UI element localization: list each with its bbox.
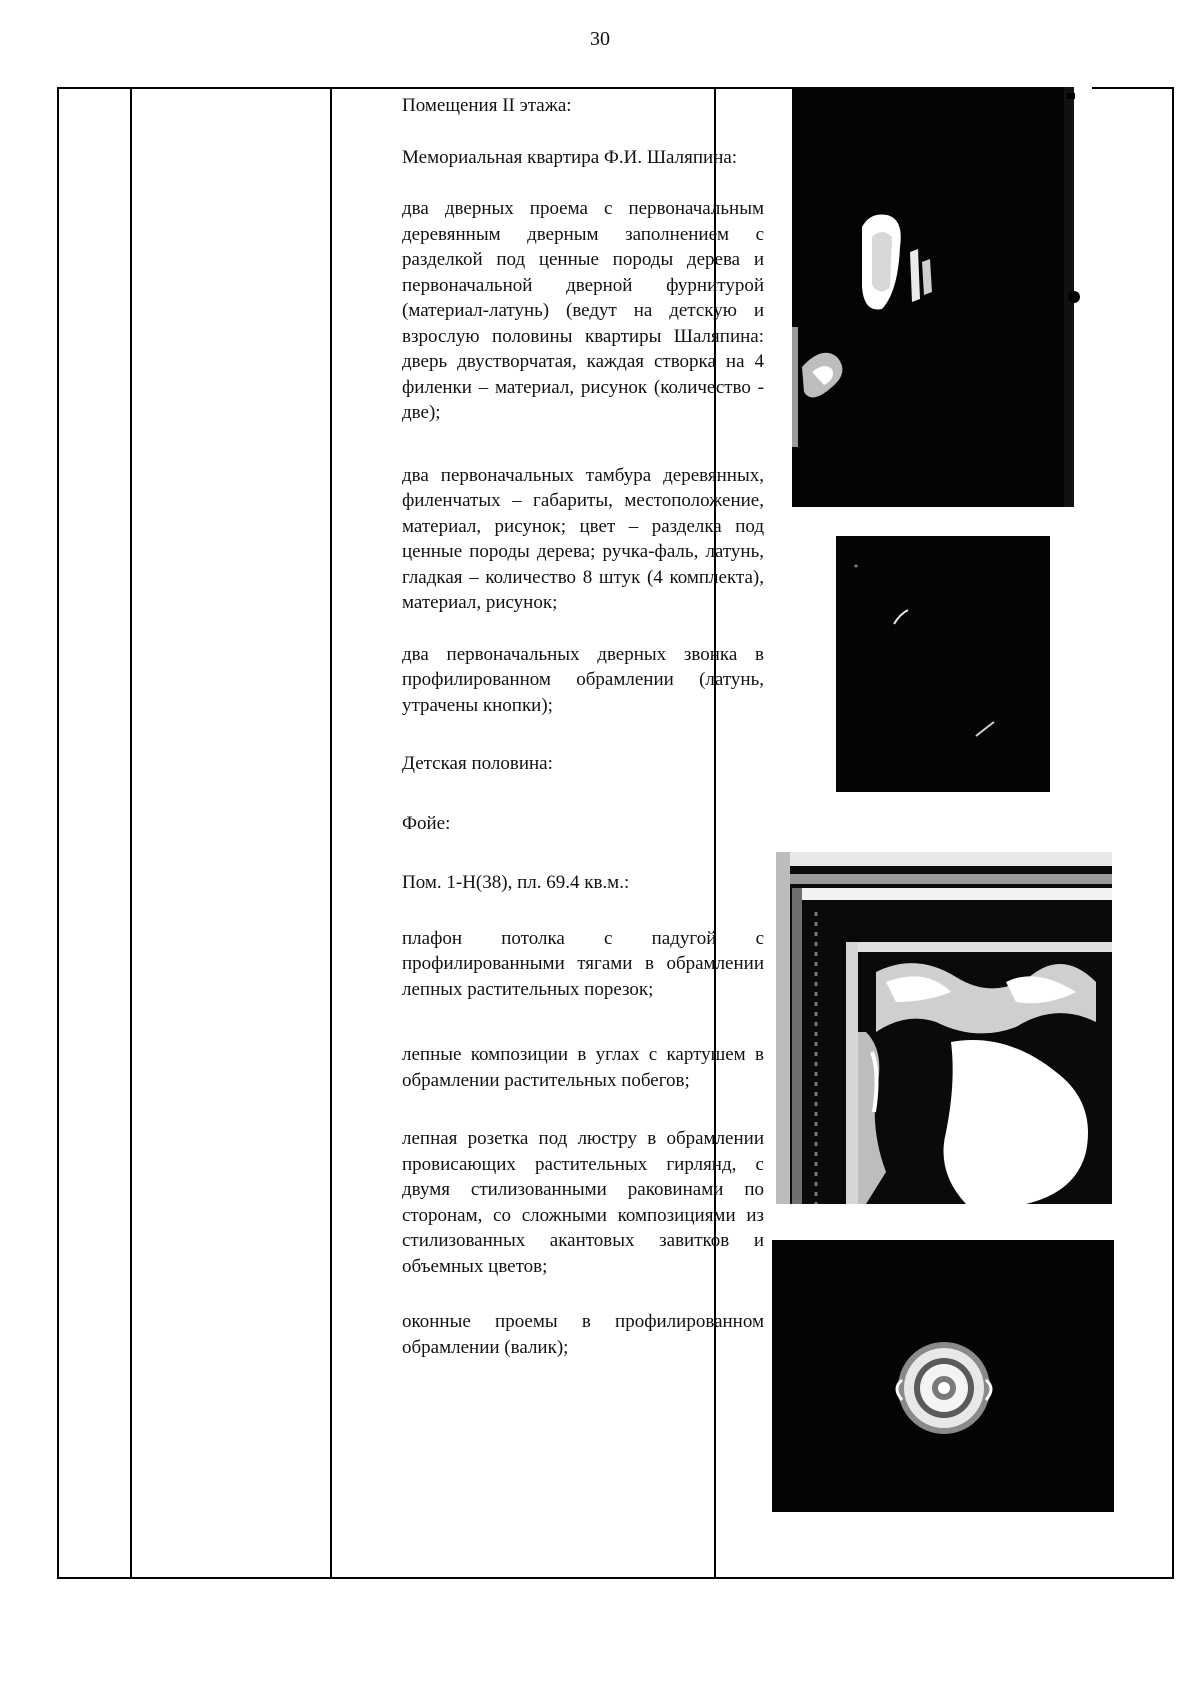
description-column xyxy=(402,93,764,1386)
paragraph-corner-compositions: лепные композиции в углах с картушем в обрамлении растительных побегов; xyxy=(402,1044,764,1091)
paragraph-doorbells: два первоначальных дверных звонка в профилированном обрамлении (латунь, утрачены кнопки); xyxy=(402,643,764,716)
paragraph-window-openings: оконные проемы в профилированном обрамлении (валик); xyxy=(402,1311,764,1358)
paragraph-memorial-apartment: Мемориальная квартира Ф.И. Шаляпина: xyxy=(402,146,738,168)
paragraph-floor-heading: Помещения II этажа: xyxy=(402,95,572,116)
photo-corner-stucco xyxy=(776,852,1112,1204)
paragraph-room-area: Пом. 1-Н(38), пл. 69.4 кв.м.: xyxy=(402,872,630,893)
paragraph-foyer: Фойе: xyxy=(402,812,451,834)
paragraph-door-openings: два дверных проема с первоначальным деревянным дверным заполнением с разделкой под ценные породы дерева и первоначальной дверной фурнитурой (материал-латунь) (ведут на детскую и взрослую половины квартиры Шаляпина: дверь двустворчатая, каждая створка на 4 филенки – материал, рисунок (количество - две); xyxy=(402,198,764,423)
rosette-illustration xyxy=(772,1240,1114,1512)
photo-door xyxy=(792,87,1092,507)
paragraph-vestibules: два первоначальных тамбура деревянных, филенчатых – габариты, местоположение, материал, рисунок; цвет – разделка под ценные породы дерева; ручка-фаль, латунь, гладкая – количество 8 штук (4 комплекта), материал, рисунок; xyxy=(402,464,764,613)
page-number: 30 xyxy=(590,28,610,50)
column-divider-1 xyxy=(130,89,132,1577)
column-divider-2 xyxy=(330,89,332,1577)
paragraph-children-half: Детская половина: xyxy=(402,753,553,774)
door-illustration xyxy=(792,87,1092,507)
paragraph-chandelier-rosette: лепная розетка под люстру в обрамлении провисающих растительных гирлянд, с двумя стилизованными раковинами по сторонам, со сложными композициями из стилизованных акантовых завитков и объемных цветов; xyxy=(402,1128,764,1277)
stucco-corner-illustration xyxy=(776,852,1112,1204)
vestibule-illustration xyxy=(836,536,1050,792)
photo-vestibule xyxy=(836,536,1050,792)
photo-ceiling-rosette xyxy=(772,1240,1114,1512)
paragraph-ceiling-plafond: плафон потолка с падугой с профилированными тягами в обрамлении лепных растительных порезок; xyxy=(402,927,764,1000)
